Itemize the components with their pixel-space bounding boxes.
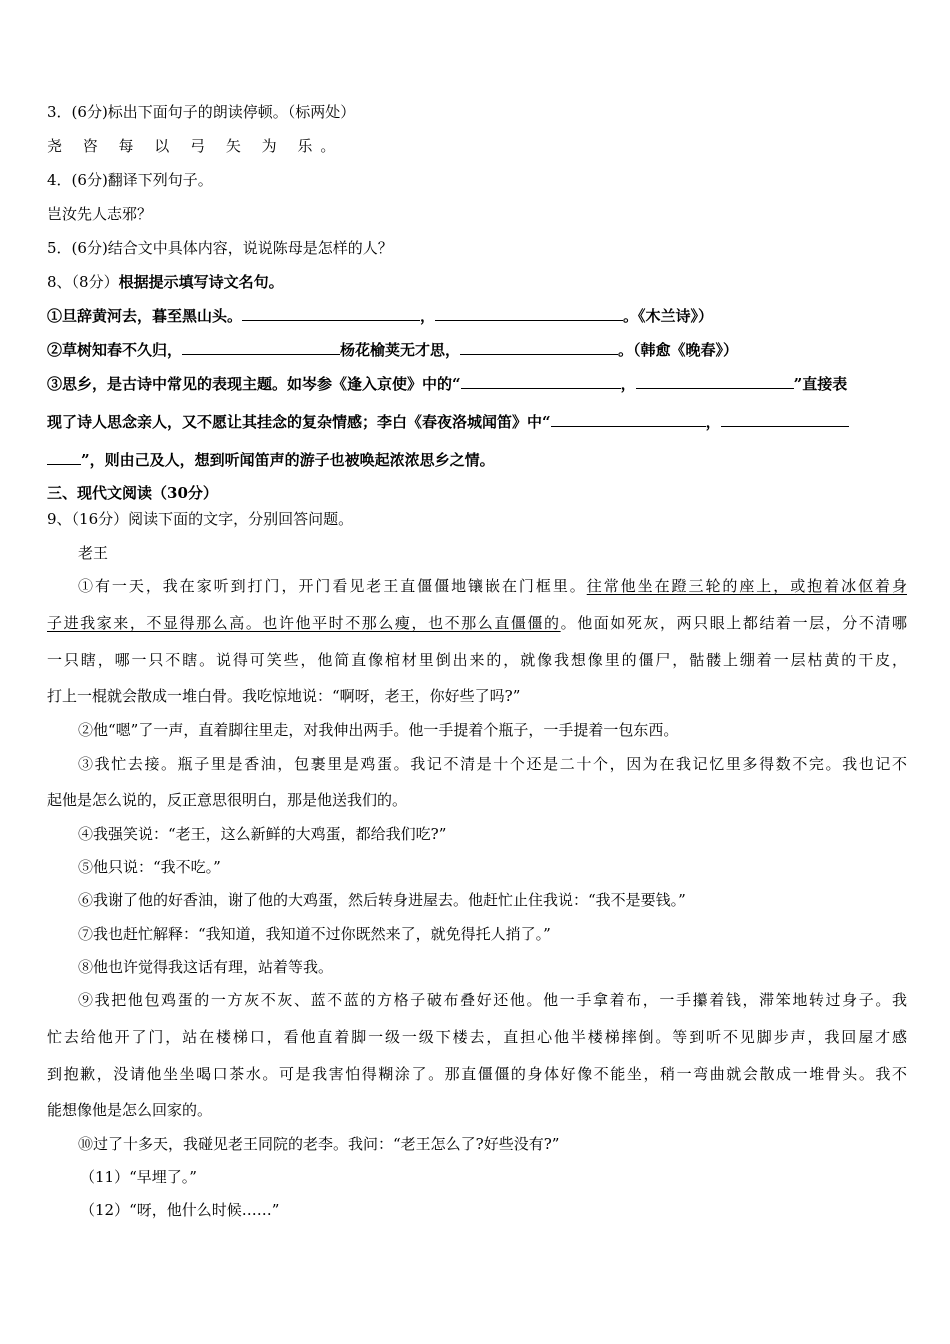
passage-p9-line1: ⑨我把他包鸡蛋的一方灰不灰、蓝不蓝的方格子破布叠好还他。他一手拿着布，一手攥着钱，滞笨地转过身子。我 [78,991,907,1009]
answer-blank[interactable] [182,353,340,355]
passage-p1-line1: ①有一天，我在家听到打门，开门看见老王直僵僵地镶嵌在门框里。往常他坐在蹬三轮的座上，或抱着冰伛着身 [78,577,907,595]
passage-p3-line1: ③我忙去接。瓶子里是香油，包裹里是鸡蛋。我记不清是十个还是二十个，因为在我记忆里多得数不完。我也记不 [78,755,907,773]
passage-p6: ⑥我谢了他的好香油，谢了他的大鸡蛋，然后转身进屋去。他赶忙止住我说：“我不是要钱。” [78,891,686,909]
q4-question: 4．(6分)翻译下列句子。 [47,171,213,189]
passage-p7: ⑦我也赶忙解释：“我知道，我知道不过你既然来了，就免得托人捎了。” [78,925,551,943]
q4-sentence: 岂汝先人志邪？ [47,205,153,223]
q8-item2: ②草树知春不久归， 杨花榆荚无才思， 。（韩愈《晚春》） [47,341,739,359]
passage-p9-line4: 能想像他是怎么回家的。 [47,1101,213,1119]
passage-title: 老王 [78,544,109,562]
answer-blank[interactable] [460,353,618,355]
q8-item3-line2: 现了诗人思念亲人，又不愿让其挂念的复杂情感；李白《春夜洛城闻笛》中“ ， [47,411,907,432]
passage-p1-line4: 打上一棍就会散成一堆白骨。我吃惊地说：“啊呀，老王，你好些了吗?” [47,687,521,705]
q8-item1-text: ①旦辞黄河去，暮至黑山头。 [47,307,243,325]
passage-p12: （12）“呀，他什么时候……” [80,1201,280,1219]
answer-blank[interactable] [721,425,849,427]
underlined-sentence: 往常他坐在蹬三轮的座上，或抱着冰伛着身 [586,577,907,595]
passage-p10: ⑩过了十多天，我碰见老王同院的老李。我问：“老王怎么了?好些没有?” [78,1135,560,1153]
passage-p9-line3: 到抱歉，没请他坐坐喝口茶水。可是我害怕得糊涂了。那直僵僵的身体好像不能坐，稍一弯曲就会散成一堆骨头。我不 [47,1065,907,1083]
passage-p8: ⑧他也许觉得我这话有理，站着等我。 [78,958,334,976]
section3-heading: 三、现代文阅读（30分） [47,484,218,502]
q3-sentence: 尧 咨 每 以 弓 矢 为 乐。 [47,137,344,155]
passage-p1-line2: 子进我家来，不显得那么高。也许他平时不那么瘦，也不那么直僵僵的。他面如死灰，两只眼上都结着一层，分不清哪 [47,614,907,632]
q8-heading [47,271,907,292]
answer-blank[interactable] [551,425,706,427]
q8-item2-text: ②草树知春不久归， [47,341,183,359]
answer-blank[interactable] [47,463,81,465]
q5-question: 5．(6分)结合文中具体内容，说说陈母是怎样的人？ [47,239,393,257]
passage-p2: ②他“嗯”了一声，直着脚往里走，对我伸出两手。他一手提着个瓶子，一手提着一包东西。 [78,721,679,739]
answer-blank[interactable] [435,319,623,321]
q8-item1: ①旦辞黄河去，暮至黑山头。 ， 。《木兰诗》） [47,307,714,325]
passage-p3-line2: 起他是怎么说的，反正意思很明白，那是他送我们的。 [47,791,408,809]
answer-blank[interactable] [242,319,420,321]
passage-p4: ④我强笑说：“老王，这么新鲜的大鸡蛋，都给我们吃?” [78,825,447,843]
passage-p11: （11）“早埋了。” [80,1168,197,1186]
passage-p9-line2: 忙去给他开了门，站在楼梯口，看他直着脚一级一级下楼去，直担心他半楼梯摔倒。等到听不见脚步声，我回屋才感 [47,1028,907,1046]
q8-title: 根据提示填写诗文名句。 [118,273,284,291]
q9-question: 9、（16分）阅读下面的文字，分别回答问题。 [47,510,354,528]
underlined-sentence: 子进我家来，不显得那么高。也许他平时不那么瘦，也不那么直僵僵的 [47,614,561,632]
q8-item3-line1: ③思乡，是古诗中常见的表现主题。如岑参《逢入京使》中的“ ， ”直接表 [47,375,848,393]
q3-question: 3．(6分)标出下面句子的朗读停顿。（标两处） [47,103,356,121]
passage-p5: ⑤他只说：“我不吃。” [78,858,221,876]
q8-item3-text: ③思乡，是古诗中常见的表现主题。如岑参《逢入京使》中的“ [47,375,461,393]
q8-item3-line3: ”，则由己及人，想到听闻笛声的游子也被唤起浓浓思乡之情。 [47,449,907,470]
q8-number: 8、（8分） [47,273,119,291]
answer-blank[interactable] [461,387,621,389]
passage-p1-line3: 一只瞎，哪一只不瞎。说得可笑些，他简直像棺材里倒出来的，就像我想像里的僵尸，骷髅上绷着一层枯黄的干皮， [47,651,907,669]
answer-blank[interactable] [636,387,794,389]
